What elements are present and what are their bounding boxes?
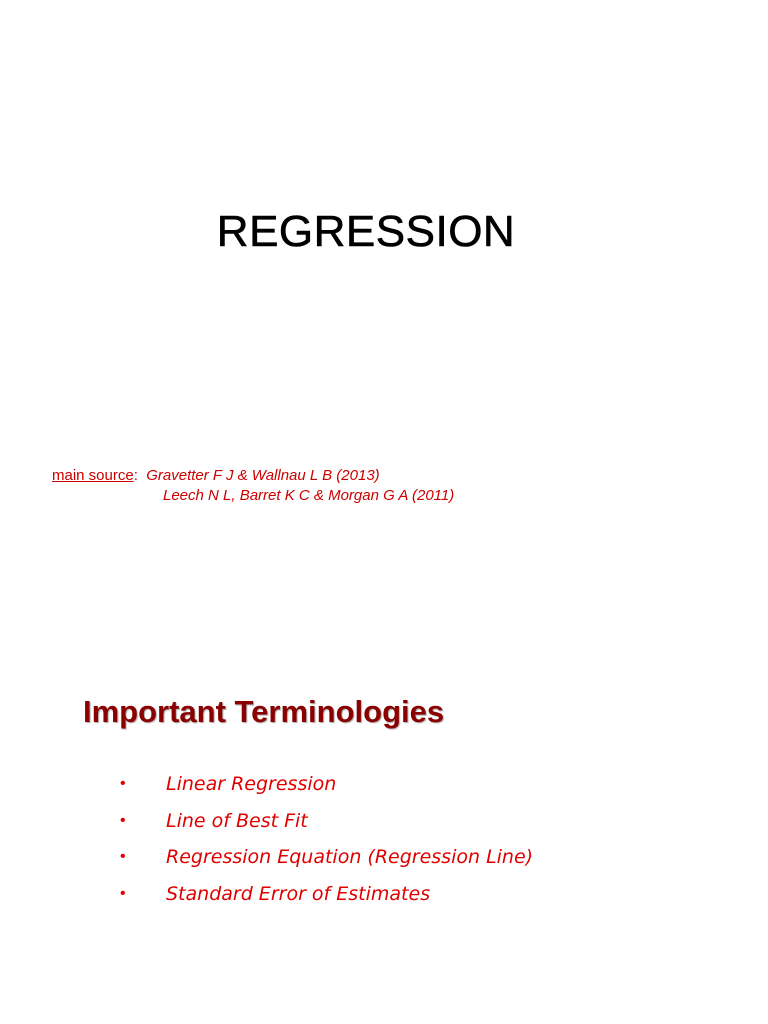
- bullet-icon: •: [120, 884, 126, 902]
- terminology-list: [120, 766, 533, 912]
- list-item: [120, 876, 533, 913]
- list-item-text: Line of Best Fit: [166, 809, 308, 832]
- source-line-2: [52, 486, 454, 506]
- bullet-icon: •: [120, 811, 126, 829]
- list-item: [120, 839, 533, 876]
- terminologies-heading: Important Terminologies: [83, 694, 445, 729]
- source-label: main source: [52, 467, 134, 484]
- list-item-text: Regression Equation (Regression Line): [166, 846, 534, 869]
- slide-terminologies: [0, 576, 768, 1024]
- list-item: [120, 803, 533, 840]
- list-item-text: Linear Regression: [166, 773, 337, 796]
- bullet-icon: •: [120, 848, 126, 866]
- list-item: [120, 766, 533, 803]
- source-reference-1: Gravetter F J & Wallnau L B (2013): [146, 467, 380, 484]
- source-reference-2: Leech N L, Barret K C & Morgan G A (2011): [163, 487, 455, 504]
- source-citation: [52, 466, 454, 506]
- list-item-text: Standard Error of Estimates: [166, 882, 431, 905]
- source-line-1: [52, 466, 454, 486]
- slide-title-heading: REGRESSION: [216, 207, 516, 256]
- source-colon: :: [133, 467, 138, 484]
- bullet-icon: •: [120, 775, 126, 793]
